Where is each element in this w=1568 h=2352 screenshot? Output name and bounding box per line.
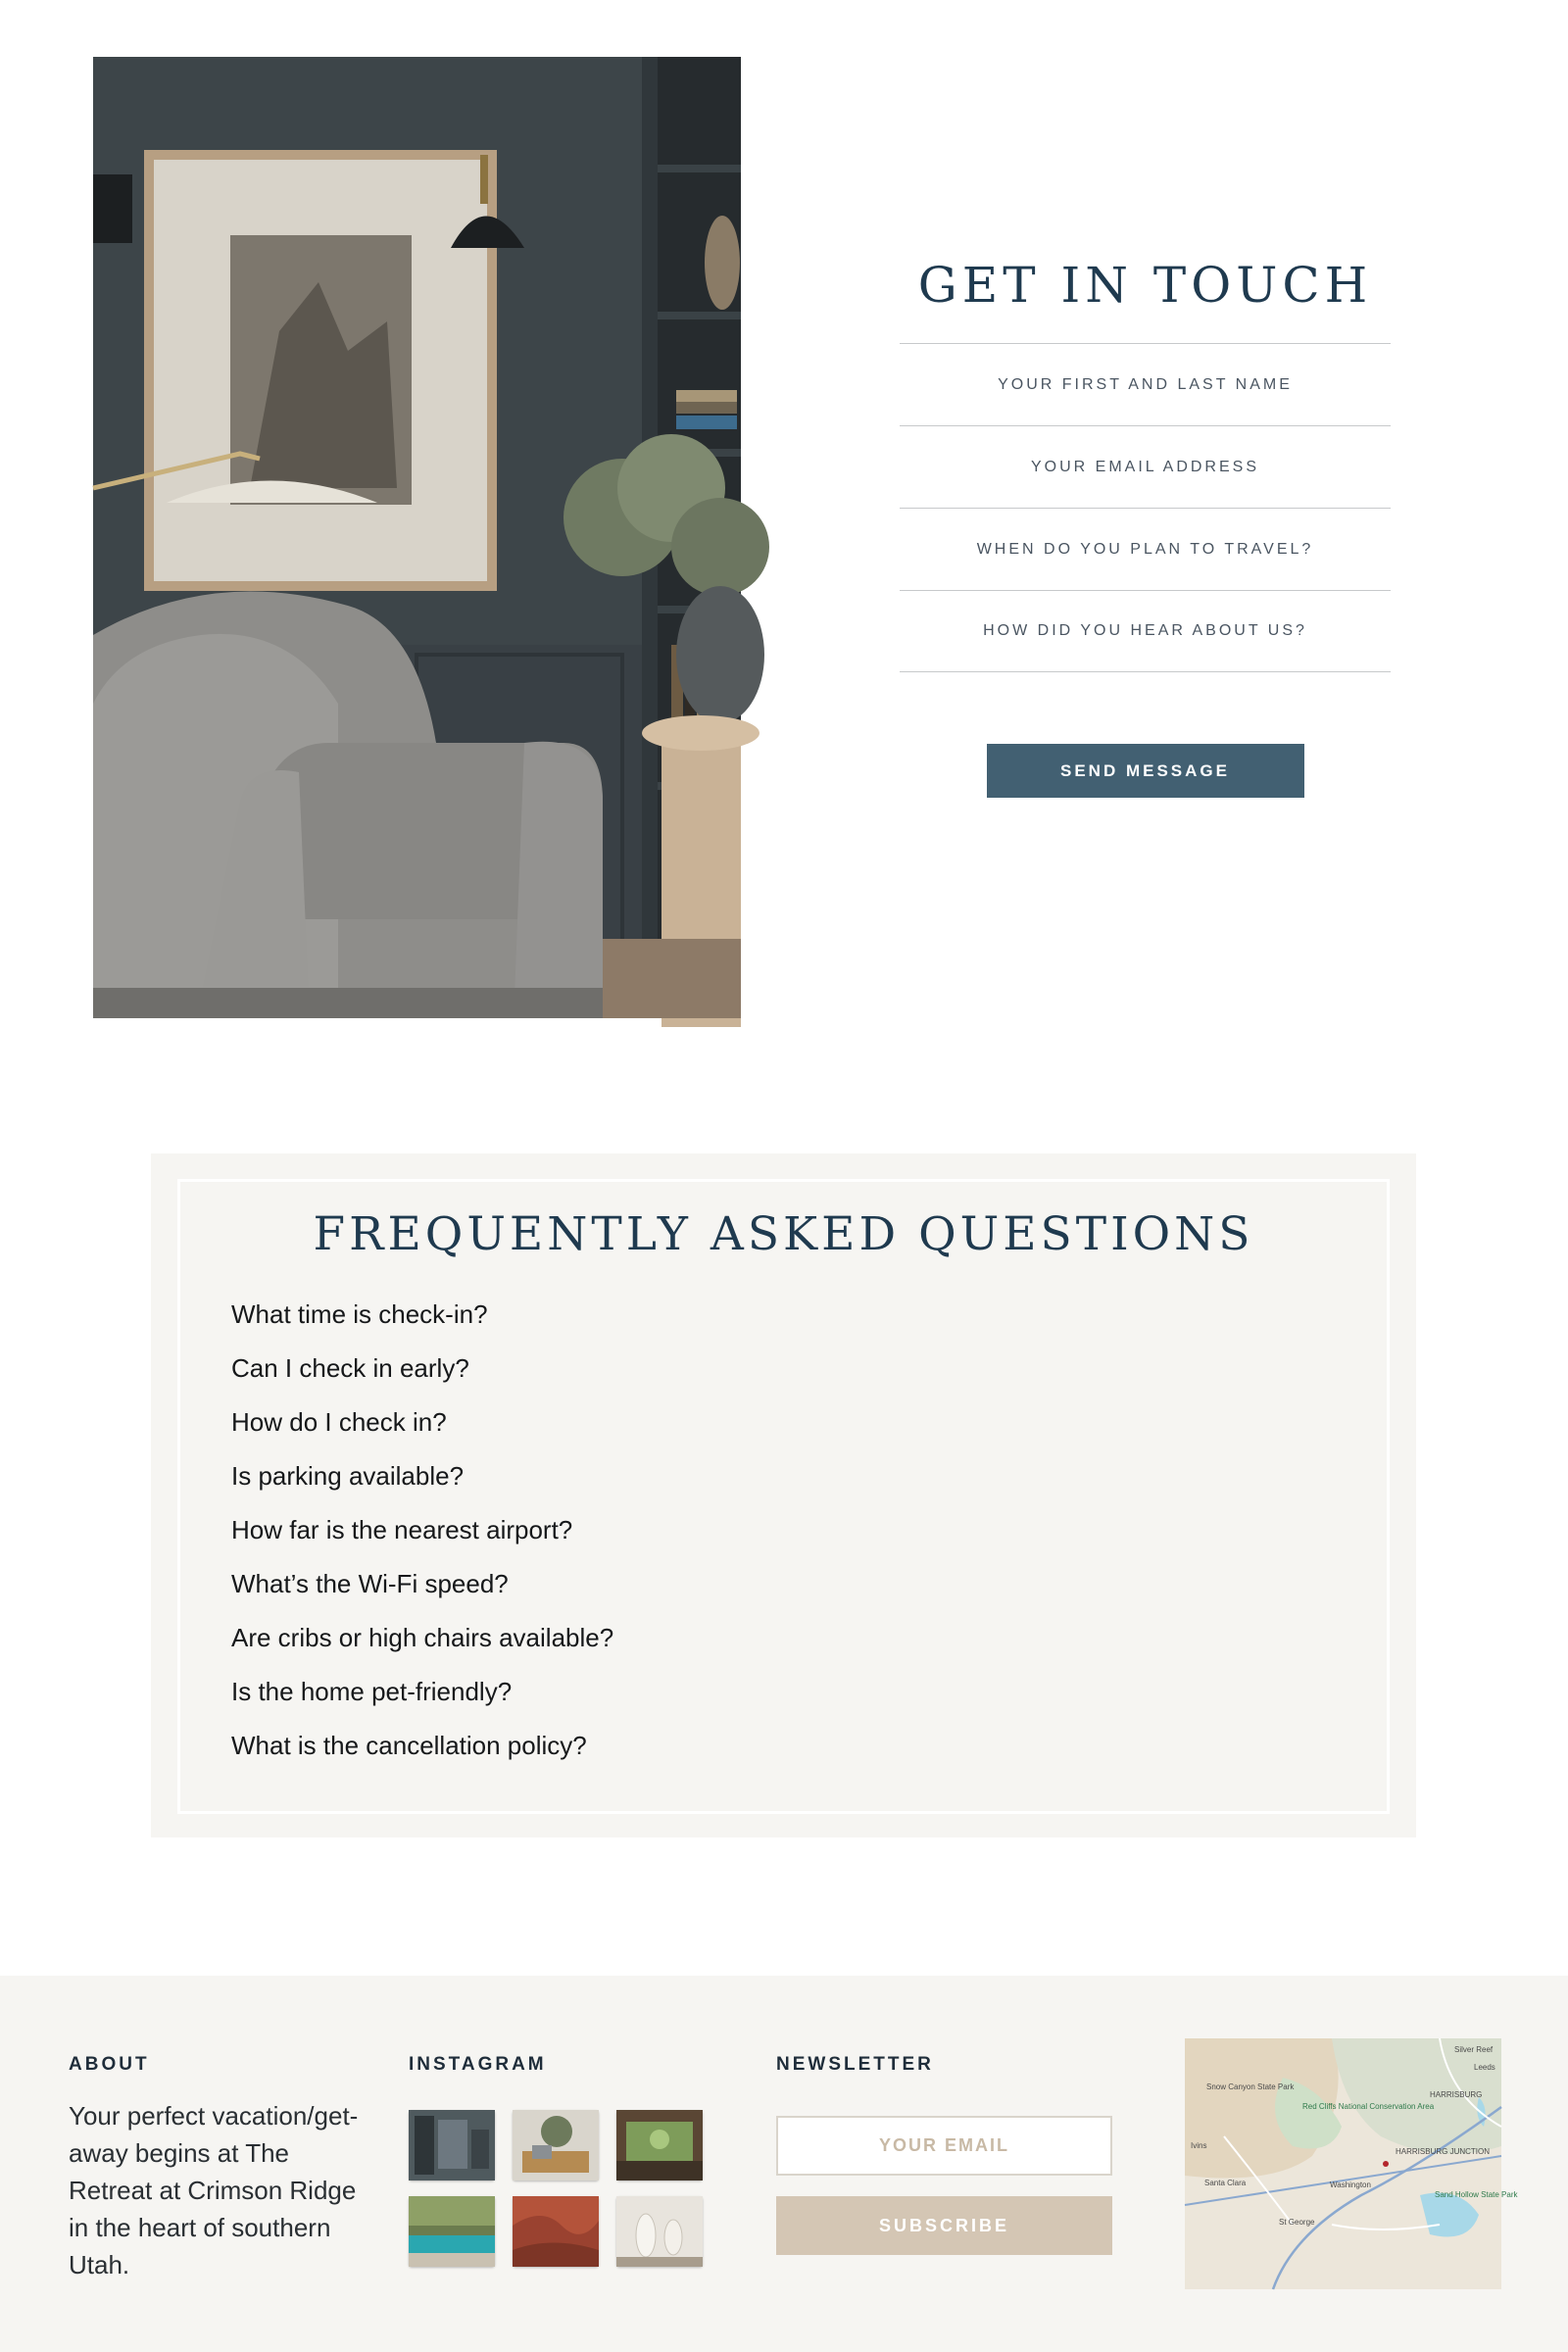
faq-section	[151, 1153, 1416, 1838]
email-field[interactable]	[900, 425, 1391, 508]
instagram-thumbnail[interactable]	[513, 2196, 599, 2267]
faq-question[interactable]: What’s the Wi-Fi speed?	[231, 1569, 509, 1598]
faq-question[interactable]: Can I check in early?	[231, 1353, 469, 1383]
map-label: Red Cliffs National Conservation Area	[1302, 2102, 1435, 2111]
map-label: Silver Reef	[1454, 2045, 1494, 2054]
faq-list	[231, 1297, 1387, 1782]
newsletter-email-input[interactable]	[776, 2116, 1112, 2176]
faq-question[interactable]: How do I check in?	[231, 1407, 447, 1437]
map-label: St George	[1279, 2218, 1315, 2227]
map-label: Sand Hollow State Park	[1435, 2190, 1518, 2199]
instagram-thumbnail[interactable]	[409, 2196, 495, 2267]
name-field[interactable]	[900, 343, 1391, 425]
map-label: Santa Clara	[1204, 2179, 1247, 2187]
location-map[interactable]	[1185, 2038, 1518, 2289]
faq-question[interactable]: What time is check-in?	[231, 1299, 488, 1329]
subscribe-button[interactable]: SUBSCRIBE	[776, 2196, 1112, 2255]
map-label: Leeds	[1474, 2063, 1495, 2072]
faq-question[interactable]: Is parking available?	[231, 1461, 465, 1491]
instagram-thumbnail[interactable]	[513, 2110, 599, 2180]
faq-question[interactable]: How far is the nearest airport?	[231, 1515, 573, 1544]
instagram-thumbnail[interactable]	[409, 2110, 495, 2180]
map-label: Washington	[1330, 2180, 1371, 2189]
contact-title: GET IN TOUCH	[917, 257, 1373, 314]
map-graphic	[1185, 2038, 1518, 2289]
referral-source-field[interactable]	[900, 590, 1391, 672]
travel-date-field[interactable]	[900, 508, 1391, 590]
map-label: HARRISBURG JUNCTION	[1396, 2147, 1491, 2156]
footer	[0, 1976, 1568, 2352]
about-heading: ABOUT	[69, 2054, 150, 2075]
map-label: Ivins	[1191, 2141, 1207, 2150]
map-label: HARRISBURG	[1430, 2090, 1483, 2099]
about-text: Your perfect vacation/get-away begins at The Retreat at Crimson Ridge in the heart of southern Utah.	[69, 2101, 359, 2279]
faq-question[interactable]: Is the home pet-friendly?	[231, 1677, 513, 1706]
contact-form	[900, 257, 1391, 798]
map-label: Snow Canyon State Park	[1206, 2082, 1295, 2091]
send-message-button[interactable]: SEND MESSAGE	[987, 744, 1304, 798]
faq-title: FREQUENTLY ASKED QUESTIONS	[313, 1207, 1254, 1261]
faq-question[interactable]: What is the cancellation policy?	[231, 1731, 587, 1760]
instagram-thumbnail[interactable]	[616, 2110, 703, 2180]
faq-frame	[177, 1179, 1390, 1814]
newsletter-heading: NEWSLETTER	[776, 2054, 934, 2075]
faq-question[interactable]: Are cribs or high chairs available?	[231, 1623, 614, 1652]
armchair-interior-photo	[93, 57, 741, 1018]
instagram-thumbnail[interactable]	[616, 2196, 703, 2267]
hero-image	[93, 57, 741, 1018]
instagram-heading: INSTAGRAM	[409, 2054, 547, 2075]
